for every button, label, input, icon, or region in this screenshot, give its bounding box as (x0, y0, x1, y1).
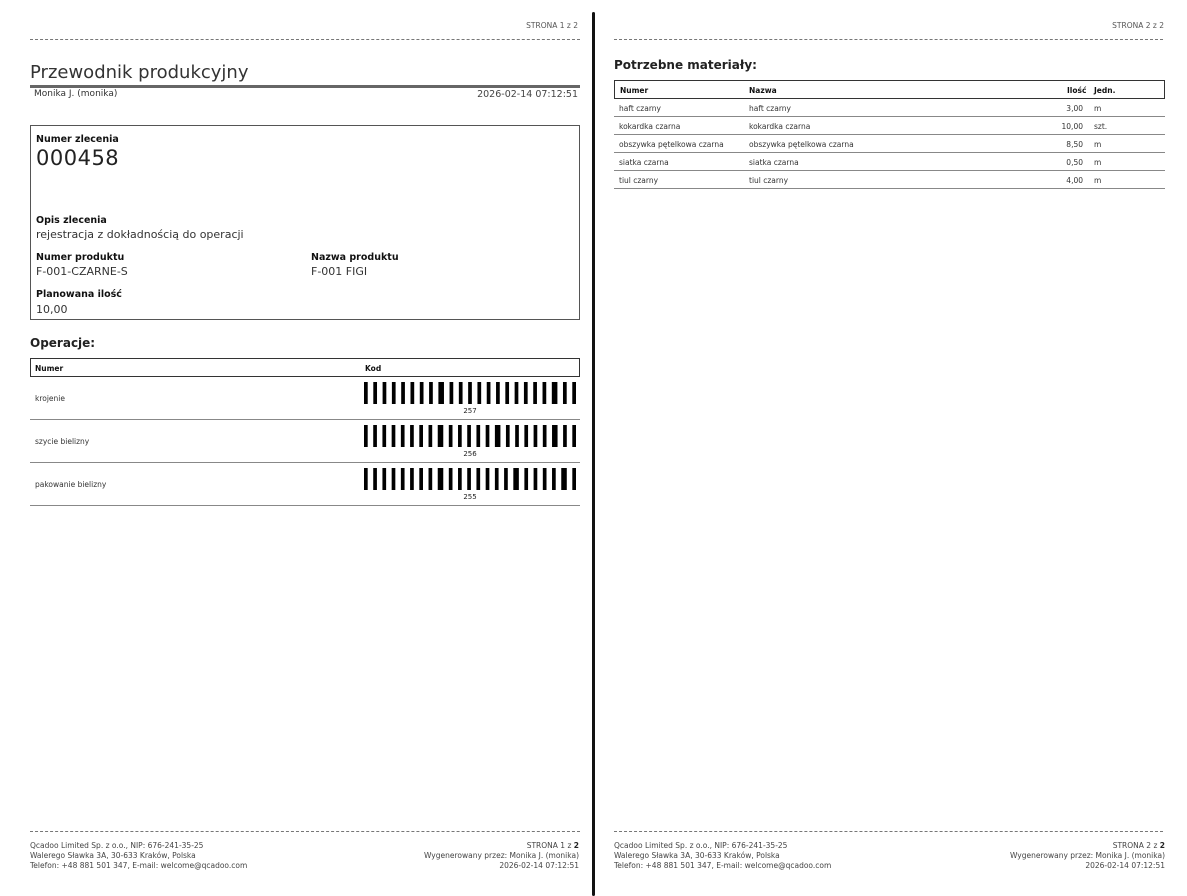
barcode-bar (476, 468, 480, 490)
product-number: F-001-CZARNE-S (36, 265, 128, 278)
generated-by: Wygenerowany przez: Monika J. (monika) (424, 851, 579, 860)
order-number: 000458 (36, 146, 120, 170)
barcode-bar (429, 382, 433, 404)
material-number: obszywka pętelkowa czarna (619, 140, 724, 149)
material-name: siatka czarna (749, 158, 799, 167)
column-header-unit: Jedn. (1094, 86, 1116, 95)
barcode-bar (383, 382, 387, 404)
material-number: siatka czarna (619, 158, 669, 167)
product-name-label: Nazwa produktu (311, 252, 399, 263)
order-number-label: Numer zlecenia (36, 134, 119, 145)
material-row (614, 135, 1165, 153)
barcode-bar (543, 425, 547, 447)
footer-page-total: 2 (1159, 841, 1165, 850)
barcode-bar (504, 468, 508, 490)
generated-by: Wygenerowany przez: Monika J. (monika) (1010, 851, 1165, 860)
barcode-bar (364, 382, 368, 404)
barcode-bar (505, 382, 509, 404)
barcode-bar (543, 382, 547, 404)
product-name: F-001 FIGI (311, 265, 368, 278)
barcode-bar (468, 382, 472, 404)
material-name: tiul czarny (749, 176, 789, 185)
operation-row (30, 377, 580, 420)
barcode-bar (438, 468, 444, 490)
material-row (614, 153, 1165, 171)
barcode-bar (382, 425, 386, 447)
document-title: Przewodnik produkcyjny (30, 62, 249, 83)
footer-meta (424, 841, 579, 871)
barcode-bar (563, 382, 567, 404)
barcode-bar (524, 468, 528, 490)
barcode-bar (382, 468, 386, 490)
barcode-bar (561, 468, 567, 490)
material-qty: 0,50 (1066, 158, 1083, 167)
barcode-bar (572, 425, 576, 447)
title-rule (30, 85, 580, 88)
barcode-bar (552, 382, 558, 404)
barcode-bar (524, 425, 528, 447)
footer-date: 2026-02-14 07:12:51 (499, 861, 579, 870)
material-name: haft czarny (749, 104, 791, 113)
material-unit: m (1094, 104, 1102, 113)
barcode-bar (459, 382, 463, 404)
barcode-bar (401, 382, 405, 404)
company-info (614, 841, 831, 871)
barcode-bar (477, 382, 481, 404)
company-contact: Telefon: +48 881 501 347, E-mail: welcome@qcadoo.com (30, 861, 248, 870)
operation-row (30, 463, 580, 506)
barcode-bar (486, 425, 490, 447)
barcode-bar (513, 468, 519, 490)
materials-table-header (614, 80, 1165, 99)
barcode-bar (410, 382, 414, 404)
material-qty: 8,50 (1066, 140, 1083, 149)
barcode-bar (534, 425, 538, 447)
barcode-bar (392, 425, 396, 447)
footer-page-prefix: STRONA 2 z (1112, 841, 1160, 850)
barcode-bar (373, 382, 377, 404)
column-header-code: Kod (365, 364, 382, 373)
barcode-bar (572, 382, 576, 404)
operation-name: szycie bielizny (35, 437, 90, 446)
material-unit: m (1094, 176, 1102, 185)
page-1 (0, 0, 592, 896)
barcode-bar (476, 425, 480, 447)
operations-heading: Operacje: (30, 336, 96, 350)
material-row (614, 171, 1165, 189)
barcode-bar (401, 468, 405, 490)
material-unit: szt. (1094, 122, 1108, 131)
barcode-bar (515, 425, 519, 447)
barcode-bar (429, 468, 433, 490)
barcode-bar (487, 382, 491, 404)
barcode-bar (552, 468, 556, 490)
material-number: tiul czarny (619, 176, 659, 185)
header-dotted-rule (30, 39, 580, 40)
material-unit: m (1094, 140, 1102, 149)
order-desc-label: Opis zlecenia (36, 215, 107, 226)
company-name-nip: Qcadoo Limited Sp. z o.o., NIP: 676-241-35-25 (30, 841, 204, 850)
barcode-bar (563, 425, 567, 447)
materials-heading: Potrzebne materiały: (614, 58, 757, 72)
header-dotted-rule (614, 39, 1163, 40)
barcode-bar (392, 468, 396, 490)
company-name-nip: Qcadoo Limited Sp. z o.o., NIP: 676-241-35-25 (614, 841, 788, 850)
barcode-bar (524, 382, 528, 404)
barcode-bar (364, 468, 368, 490)
column-header-name: Nazwa (749, 86, 777, 95)
material-name: kokardka czarna (749, 122, 811, 131)
barcode-bar (486, 468, 490, 490)
barcode-bar (410, 425, 414, 447)
barcode-bar (364, 425, 368, 447)
order-details-box (30, 125, 580, 320)
company-address: Walerego Sławka 3A, 30-633 Kraków, Polska (30, 851, 196, 860)
barcode-image (364, 382, 576, 404)
barcode-bar (419, 425, 423, 447)
barcode-number: 257 (463, 407, 477, 415)
barcode-bar (401, 425, 405, 447)
barcode-bar (495, 425, 501, 447)
column-header-number: Numer (35, 364, 64, 373)
footer-page-number (424, 841, 579, 851)
barcode-bar (450, 382, 454, 404)
barcode-bar (420, 382, 424, 404)
footer-dotted-rule (30, 831, 580, 832)
material-row (614, 117, 1165, 135)
barcode-image (364, 468, 576, 490)
company-contact: Telefon: +48 881 501 347, E-mail: welcome@qcadoo.com (614, 861, 832, 870)
barcode-image (364, 425, 576, 447)
barcode-bar (449, 425, 453, 447)
barcode-bar (429, 425, 433, 447)
planned-qty-label: Planowana ilość (36, 289, 122, 300)
barcode-bar (495, 468, 499, 490)
material-row (614, 99, 1165, 117)
material-number: kokardka czarna (619, 122, 681, 131)
product-number-label: Numer produktu (36, 252, 125, 263)
barcode-bar (449, 468, 453, 490)
material-qty: 4,00 (1066, 176, 1083, 185)
material-qty: 10,00 (1061, 122, 1083, 131)
barcode-bar (496, 382, 500, 404)
footer-dotted-rule (614, 831, 1163, 832)
footer-date: 2026-02-14 07:12:51 (1085, 861, 1165, 870)
barcode-bar (438, 382, 444, 404)
barcode-bar (392, 382, 396, 404)
barcode-bar (552, 425, 558, 447)
barcode-bar (458, 468, 462, 490)
order-desc: rejestracja z dokładnością do operacji (36, 228, 244, 241)
page-number-top: STRONA 1 z 2 (526, 21, 578, 30)
operations-table-header (30, 358, 580, 377)
barcode-bar (543, 468, 547, 490)
operation-name: pakowanie bielizny (35, 480, 107, 489)
material-unit: m (1094, 158, 1102, 167)
barcode-bar (467, 425, 471, 447)
barcode-number: 256 (463, 450, 477, 458)
barcode-bar (515, 382, 519, 404)
barcode-bar (534, 468, 538, 490)
barcode-bar (506, 425, 510, 447)
barcode-bar (572, 468, 576, 490)
barcode-bar (458, 425, 462, 447)
operation-row (30, 420, 580, 463)
barcode-bar (467, 468, 471, 490)
column-header-qty: Ilość (1067, 86, 1087, 95)
footer-page-number (1010, 841, 1165, 851)
material-qty: 3,00 (1066, 104, 1083, 113)
user-name: Monika J. (monika) (34, 89, 118, 99)
material-name: obszywka pętelkowa czarna (749, 140, 854, 149)
page-number-top: STRONA 2 z 2 (1112, 21, 1164, 30)
footer-meta (1010, 841, 1165, 871)
barcode-bar (410, 468, 414, 490)
barcode-number: 255 (463, 493, 477, 501)
planned-qty: 10,00 (36, 303, 68, 316)
barcode-bar (533, 382, 537, 404)
operation-name: krojenie (35, 394, 65, 403)
footer-page-total: 2 (573, 841, 579, 850)
page-divider (592, 12, 595, 896)
barcode-bar (419, 468, 423, 490)
barcode-bar (373, 425, 377, 447)
column-header-number: Numer (620, 86, 649, 95)
page-2 (598, 0, 1187, 896)
barcode-bar (438, 425, 444, 447)
barcode-bar (373, 468, 377, 490)
document-date: 2026-02-14 07:12:51 (477, 89, 578, 100)
material-number: haft czarny (619, 104, 661, 113)
footer-page-prefix: STRONA 1 z (526, 841, 574, 850)
company-info (30, 841, 247, 871)
company-address: Walerego Sławka 3A, 30-633 Kraków, Polska (614, 851, 780, 860)
